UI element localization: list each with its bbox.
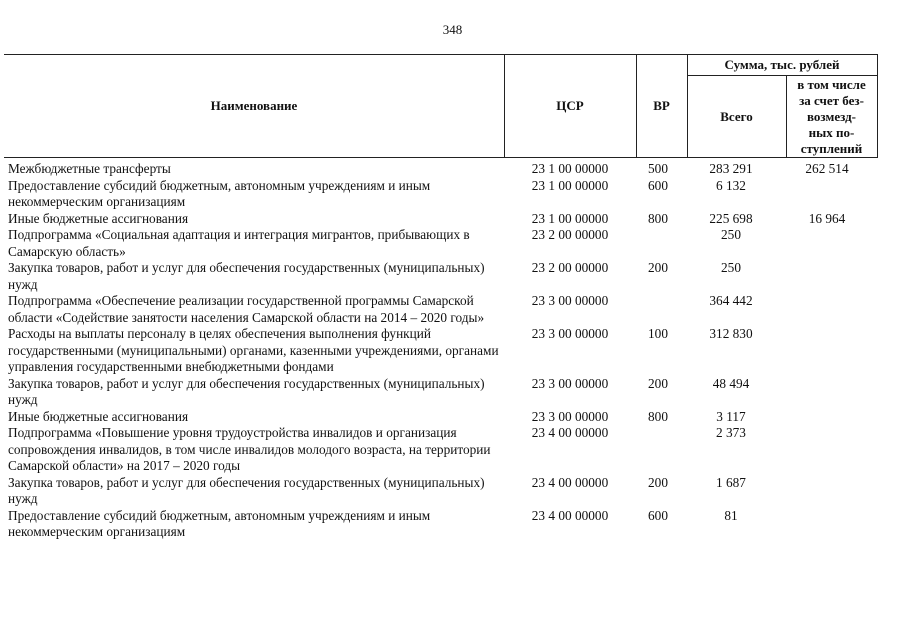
header-gratis-line: ных по-	[808, 124, 855, 140]
table-header	[4, 54, 878, 158]
cell-name: Закупка товаров, работ и услуг для обеспечения государственных (муниципальных) нужд	[8, 474, 485, 506]
header-gratis-line: в том числе	[797, 76, 866, 92]
cell-name: Предоставление субсидий бюджетным, автономным учреждениям и иным некоммерческим организациям	[8, 507, 431, 539]
cell-name: Межбюджетные трансферты	[8, 161, 171, 176]
cell-vr: 600	[648, 507, 668, 523]
table-row	[4, 161, 884, 178]
cell-name: Подпрограмма «Повышение уровня трудоустройства инвалидов и организация сопровождения инвалидов, в том числе инвалидов молодого возраста, на территории Самарской области» на 2017 – 2020 годы	[8, 425, 491, 473]
cell-csr: 23 2 00 00000	[531, 260, 609, 275]
header-gratis-line: возмезд-	[807, 108, 856, 124]
table-row	[4, 425, 884, 475]
table-row	[4, 260, 884, 293]
cell-total: 312 830	[709, 326, 753, 341]
table-row	[4, 326, 884, 376]
cell-vr: 800	[648, 408, 668, 424]
header-gratis-line: за счет без-	[799, 92, 864, 108]
table-row	[4, 227, 884, 260]
cell-name: Иные бюджетные ассигнования	[8, 408, 189, 424]
cell-gratis	[782, 178, 872, 211]
table-row	[4, 178, 884, 211]
cell-gratis	[782, 475, 872, 508]
header-name: Наименование	[210, 98, 298, 113]
cell-total: 6 132	[716, 177, 746, 193]
cell-gratis	[782, 326, 872, 376]
cell-vr	[636, 227, 680, 260]
header-sum: Сумма, тыс. рублей	[724, 56, 840, 72]
cell-gratis: 16 964	[808, 210, 846, 226]
cell-total: 1 687	[716, 474, 746, 490]
header-csr: ЦСР	[556, 98, 584, 113]
header-gratis-line: ступлений	[800, 140, 863, 156]
cell-csr: 23 4 00 00000	[531, 425, 609, 440]
cell-vr: 100	[648, 326, 668, 341]
table-row	[4, 293, 884, 326]
cell-total: 3 117	[716, 408, 746, 424]
cell-csr: 23 1 00 00000	[531, 177, 609, 193]
cell-total: 364 442	[709, 293, 753, 308]
cell-gratis	[782, 508, 872, 541]
cell-gratis	[782, 376, 872, 409]
cell-vr	[636, 293, 680, 326]
cell-vr: 800	[648, 210, 668, 226]
cell-name: Предоставление субсидий бюджетным, автономным учреждениям и иным некоммерческим организациям	[8, 177, 431, 209]
cell-gratis	[782, 227, 872, 260]
cell-total: 48 494	[712, 375, 750, 391]
cell-gratis: 262 514	[805, 161, 849, 176]
cell-total: 81	[724, 507, 738, 523]
cell-name: Подпрограмма «Социальная адаптация и интеграция мигрантов, прибывающих в Самарскую область»	[8, 227, 470, 259]
table-row	[4, 211, 884, 228]
header-gratis	[786, 75, 877, 158]
cell-name: Подпрограмма «Обеспечение реализации государственной программы Самарской области «Содействие занятости населения Самарской области на 2014 – 2020 годы»	[8, 293, 485, 325]
cell-name: Расходы на выплаты персоналу в целях обеспечения выполнения функций государственными (муниципальными) органами, казенными учреждениями, органами управления государственными внебюджетными фондами	[8, 326, 499, 374]
cell-total: 2 373	[716, 425, 746, 440]
cell-csr: 23 1 00 00000	[531, 161, 609, 176]
cell-csr: 23 3 00 00000	[531, 326, 609, 341]
cell-name: Закупка товаров, работ и услуг для обеспечения государственных (муниципальных) нужд	[8, 260, 485, 292]
header-total: Всего	[720, 108, 753, 124]
cell-csr: 23 4 00 00000	[531, 507, 609, 523]
cell-csr: 23 1 00 00000	[531, 210, 609, 226]
cell-gratis	[782, 260, 872, 293]
table-row	[4, 508, 884, 541]
cell-vr: 200	[648, 474, 668, 490]
cell-vr: 200	[648, 375, 668, 391]
cell-name: Закупка товаров, работ и услуг для обеспечения государственных (муниципальных) нужд	[8, 375, 485, 407]
cell-total: 250	[721, 260, 741, 275]
cell-total: 283 291	[709, 161, 753, 176]
cell-total: 250	[721, 227, 741, 242]
cell-vr: 500	[648, 161, 668, 176]
cell-name: Иные бюджетные ассигнования	[8, 210, 189, 226]
cell-vr	[636, 425, 680, 475]
cell-total: 225 698	[709, 210, 753, 226]
table-row	[4, 376, 884, 409]
cell-vr: 600	[648, 177, 668, 193]
cell-gratis	[782, 425, 872, 475]
page-number: 348	[442, 22, 463, 37]
header-divider	[877, 54, 878, 158]
cell-csr: 23 2 00 00000	[531, 227, 609, 242]
cell-gratis	[782, 293, 872, 326]
cell-csr: 23 3 00 00000	[531, 408, 609, 424]
cell-csr: 23 3 00 00000	[531, 293, 609, 308]
cell-csr: 23 3 00 00000	[531, 375, 609, 391]
cell-csr: 23 4 00 00000	[531, 474, 609, 490]
cell-gratis	[782, 409, 872, 426]
table-row	[4, 409, 884, 426]
header-vr: ВР	[653, 98, 670, 113]
table-row	[4, 475, 884, 508]
table-body	[4, 161, 884, 541]
cell-vr: 200	[648, 260, 668, 275]
